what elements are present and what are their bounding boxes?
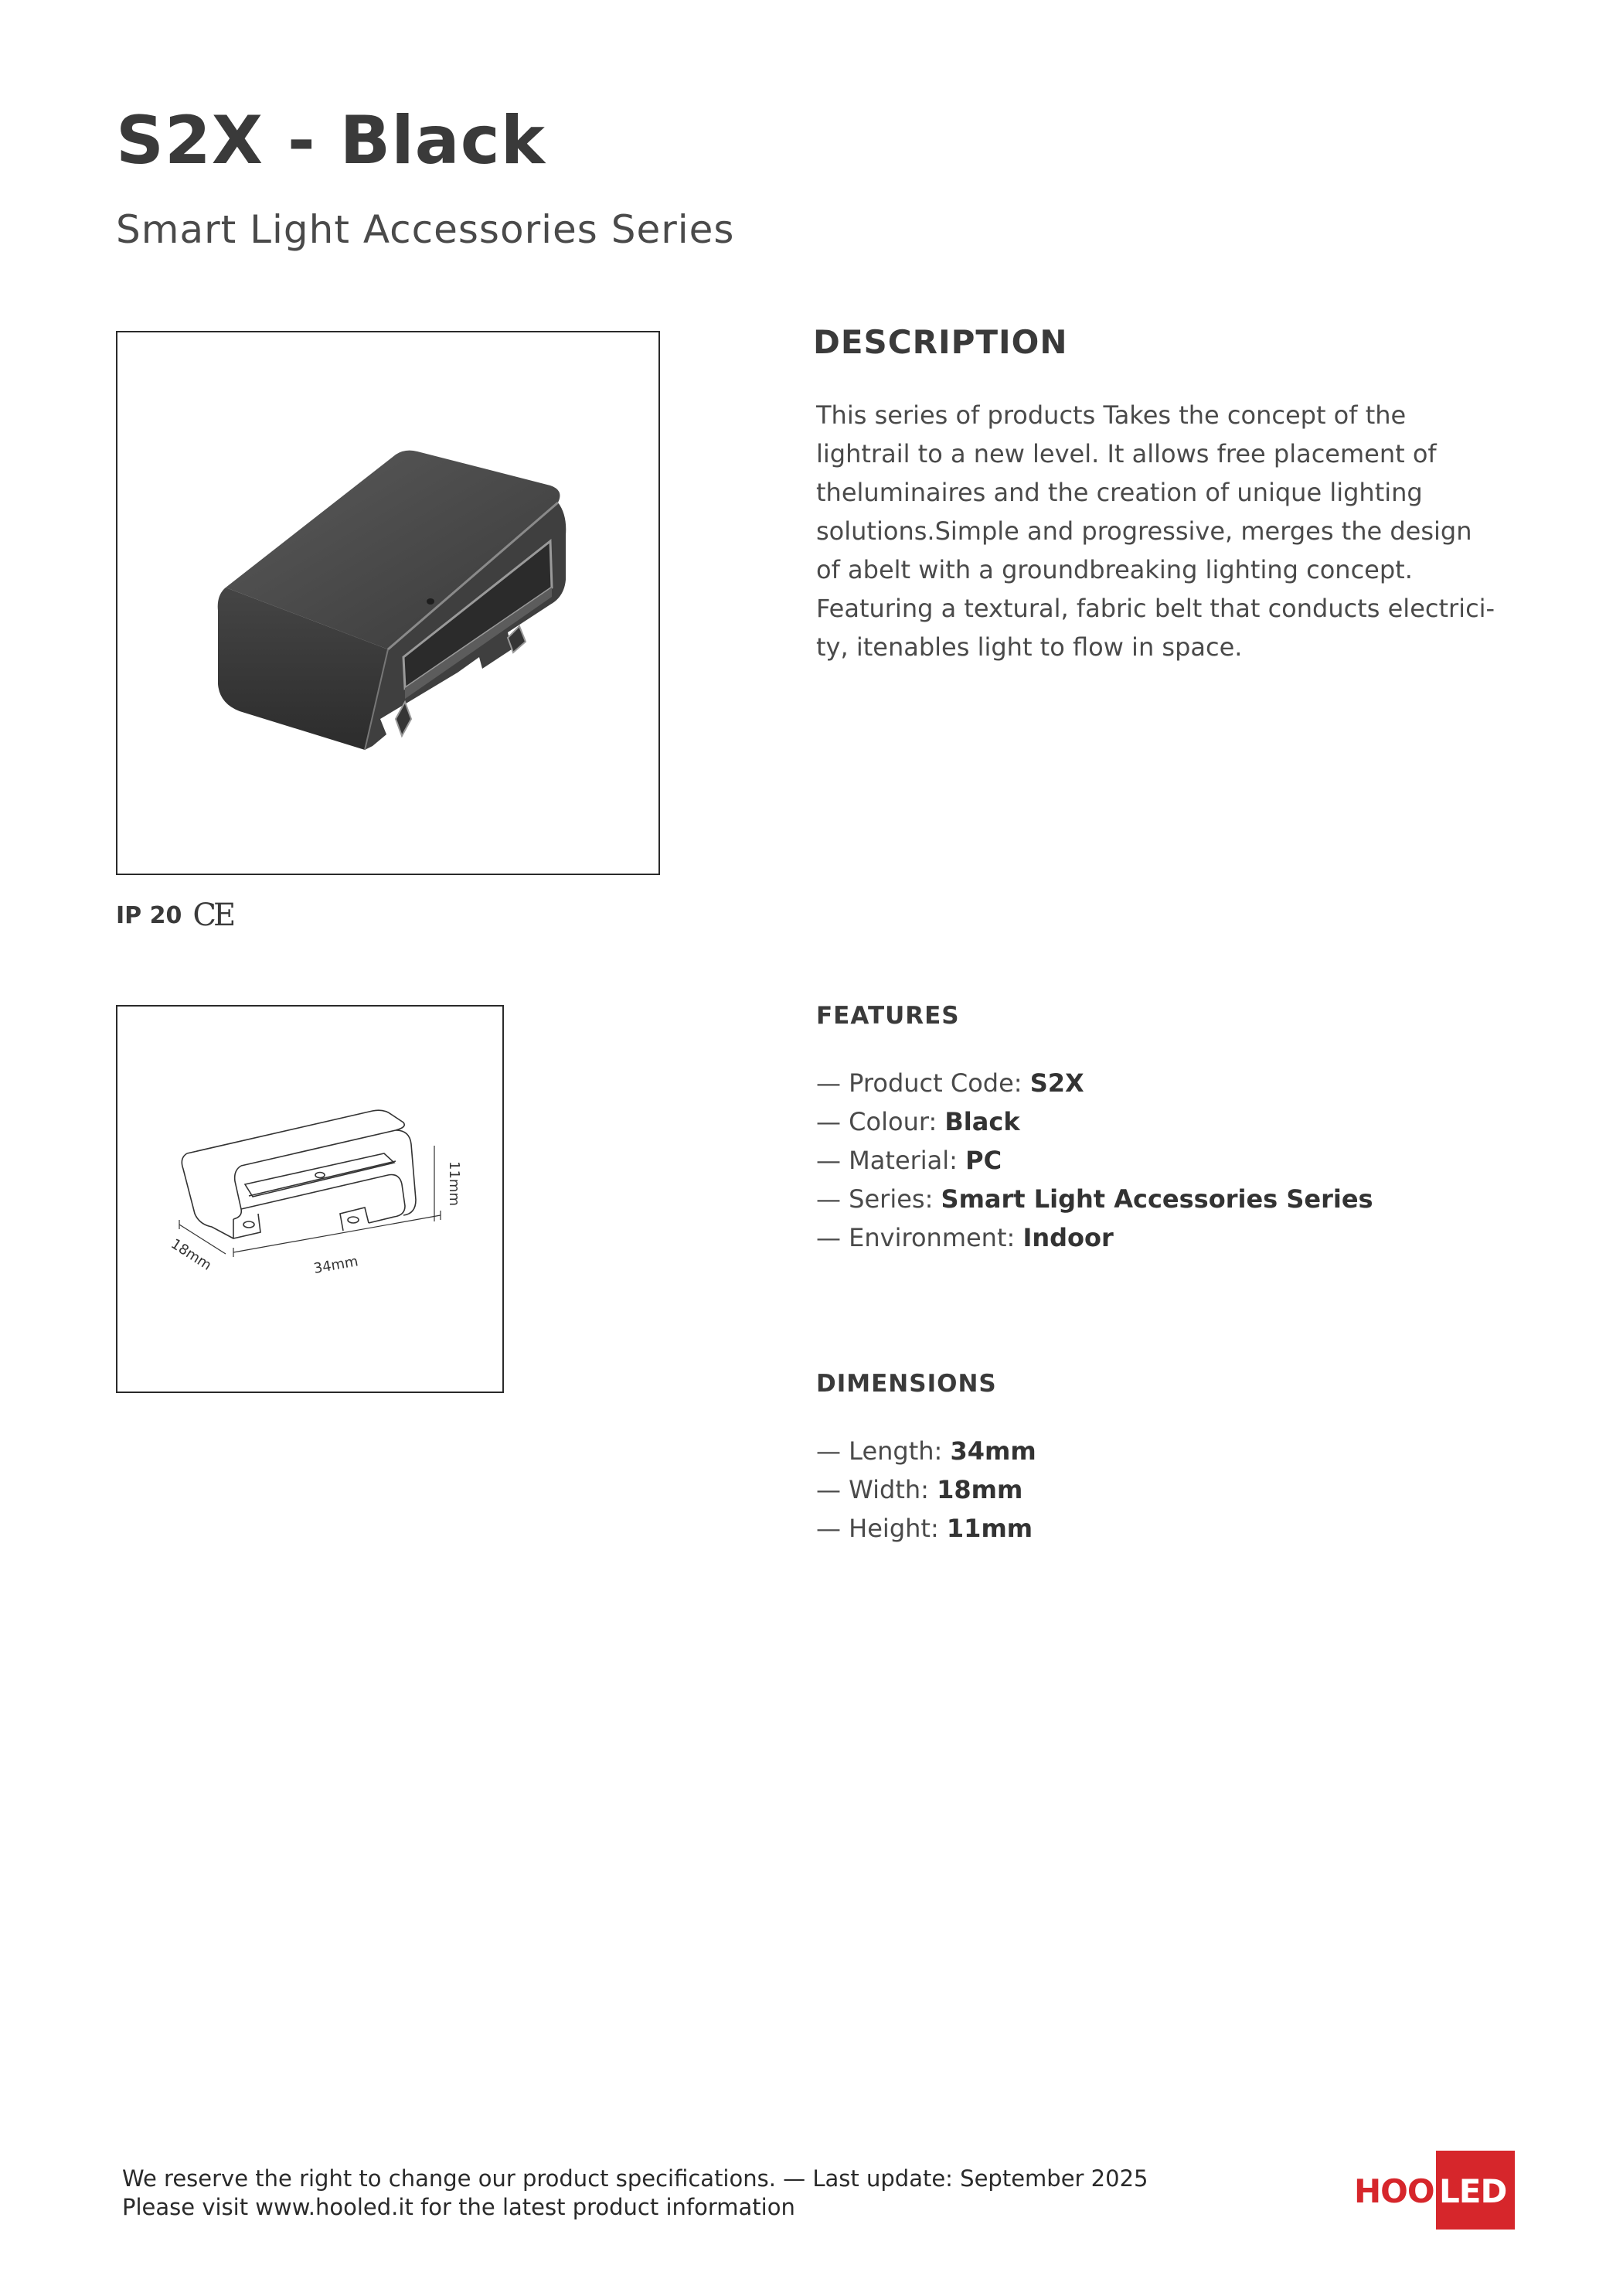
ce-mark-icon: CE	[192, 898, 233, 933]
dimension-height-label: 11mm	[446, 1161, 462, 1206]
dimension-width: — Width: 18mm	[816, 1475, 1023, 1504]
feature-colour: — Colour: Black	[816, 1107, 1020, 1136]
features-list	[816, 1064, 1373, 1257]
product-photo	[116, 331, 660, 875]
dimension-drawing-image	[117, 1007, 505, 1395]
logo-text-hoo: HOO	[1354, 2172, 1434, 2210]
description-line: of abelt with a groundbreaking lighting concept.	[816, 555, 1413, 584]
dimension-width-label: 18mm	[168, 1235, 215, 1274]
feature-series: — Series: Smart Light Accessories Series	[816, 1184, 1373, 1214]
footer-line-2: Please visit www.hooled.it for the latest product information	[122, 2194, 795, 2220]
description-line: This series of products Takes the concept of the	[816, 400, 1407, 430]
dimensions-list	[816, 1432, 1036, 1548]
product-title: S2X - Black	[116, 102, 546, 179]
feature-environment: — Environment: Indoor	[816, 1223, 1114, 1252]
ip-rating: IP 20	[116, 901, 182, 929]
description-line: Featuring a textural, fabric belt that conducts electrici-	[816, 594, 1495, 623]
footer-line-1: We reserve the right to change our product specifications. — Last update: September 2025	[122, 2165, 1148, 2192]
feature-product-code: — Product Code: S2X	[816, 1068, 1084, 1098]
description-text	[816, 396, 1512, 666]
hooled-logo	[1354, 2151, 1515, 2230]
logo-text-led: LED	[1439, 2172, 1507, 2210]
description-line: theluminaires and the creation of unique lighting	[816, 478, 1423, 507]
feature-material: — Material: PC	[816, 1146, 1002, 1175]
description-line: lightrail to a new level. It allows free placement of	[816, 439, 1437, 468]
dimension-drawing	[116, 1005, 504, 1393]
connector-render-image	[117, 332, 662, 877]
description-line: solutions.Simple and progressive, merges the design	[816, 516, 1472, 546]
dimension-height: — Height: 11mm	[816, 1514, 1033, 1543]
features-heading: FEATURES	[816, 1002, 960, 1030]
certifications	[116, 899, 233, 932]
dimensions-heading: DIMENSIONS	[816, 1370, 997, 1398]
description-line: ty, itenables light to flow in space.	[816, 632, 1243, 662]
dimension-length: — Length: 34mm	[816, 1436, 1036, 1466]
footer-disclaimer	[122, 2165, 1148, 2222]
description-heading: DESCRIPTION	[813, 323, 1068, 361]
dimension-length-label: 34mm	[312, 1253, 359, 1277]
product-subtitle: Smart Light Accessories Series	[116, 207, 735, 252]
